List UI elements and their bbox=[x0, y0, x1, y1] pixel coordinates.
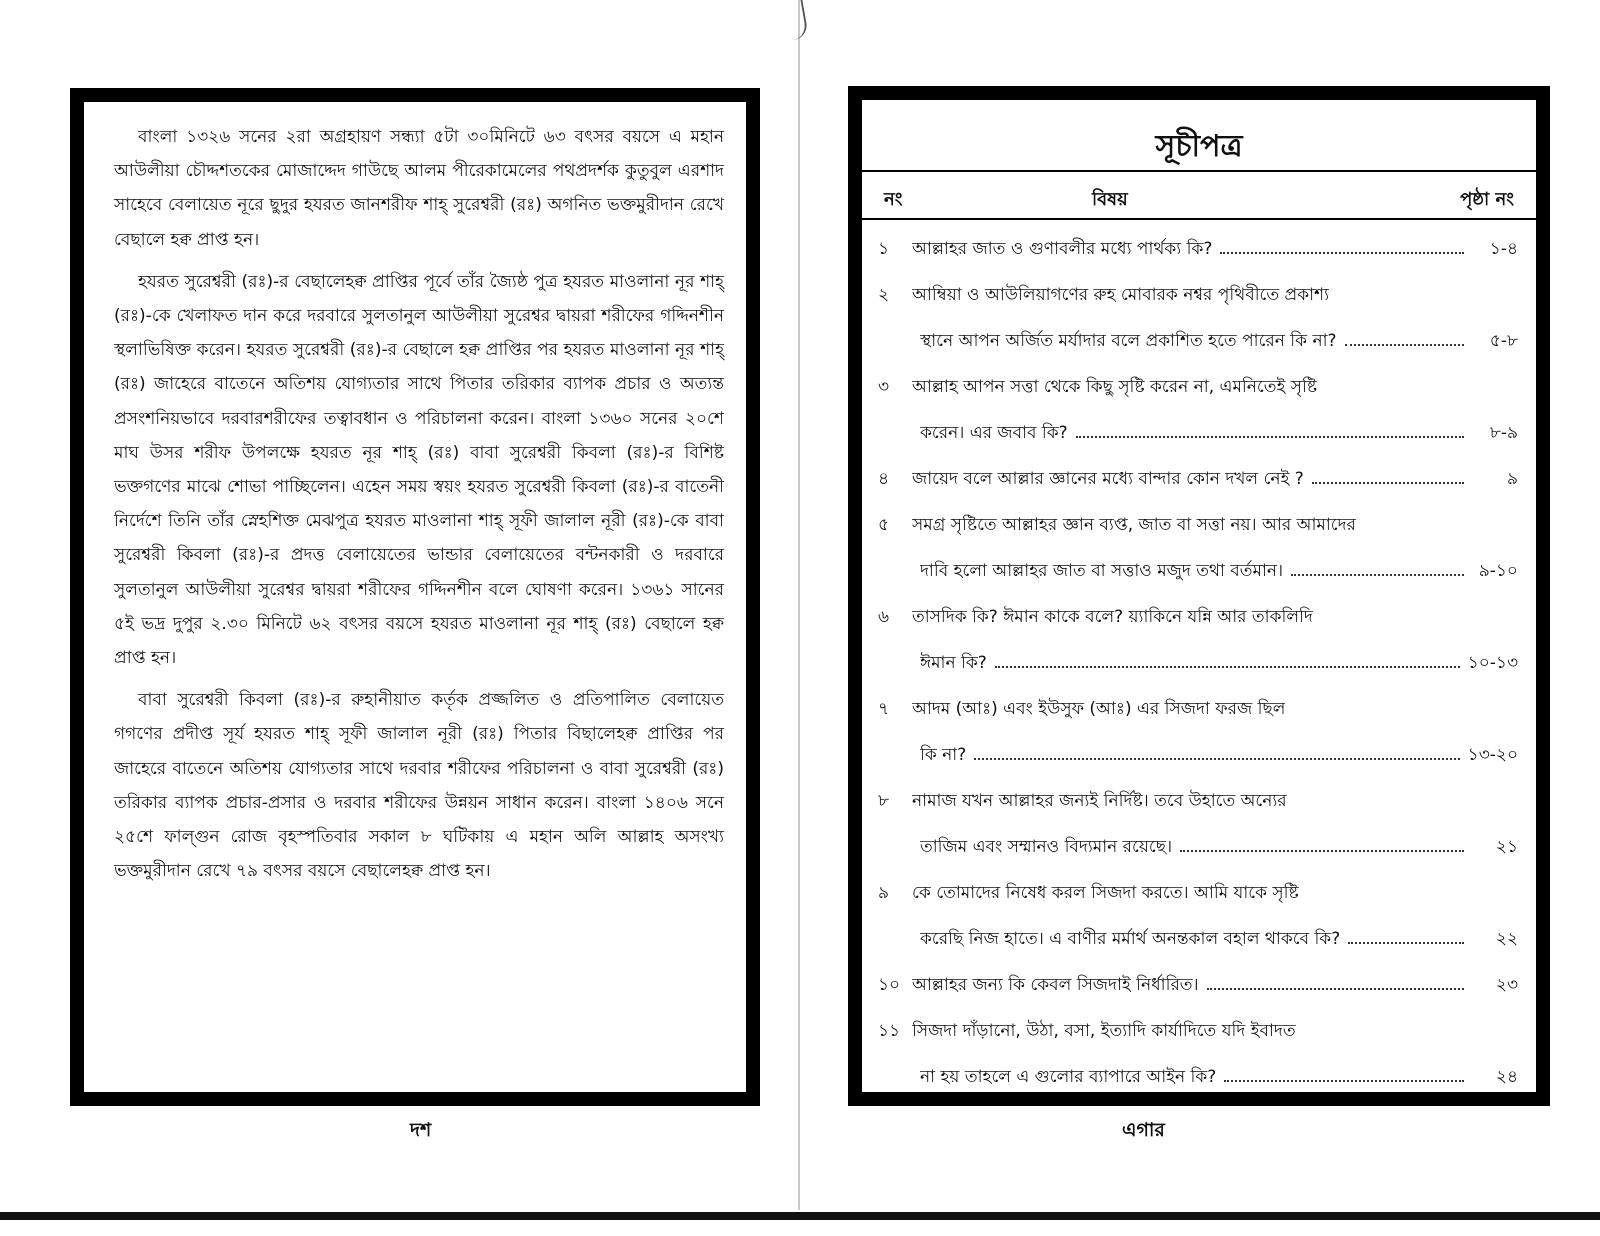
toc-title: সূচীপত্র bbox=[1155, 129, 1243, 164]
toc-entry-number: ১১ bbox=[878, 1021, 901, 1041]
toc-entry-text: কে তোমাদের নিষেধ করল সিজদা করতে। আমি যাকে সৃষ্টি bbox=[912, 883, 1299, 903]
toc-entry-number: ১ bbox=[878, 239, 890, 259]
toc-entry-line bbox=[912, 226, 1518, 272]
toc-entry-page: ৯ bbox=[1506, 469, 1518, 489]
toc-entry-page: ১৩-২০ bbox=[1467, 745, 1518, 765]
page-curl bbox=[782, 0, 809, 40]
toc-entry-body bbox=[912, 456, 1518, 502]
toc-entry-line bbox=[912, 640, 1518, 686]
toc-entry-body bbox=[912, 272, 1518, 364]
toc-entry-line bbox=[912, 548, 1518, 594]
toc-entry bbox=[878, 686, 1518, 778]
toc-entry-text: আম্বিয়া ও আউলিয়াগণের রুহ মোবারক নশ্বর পৃথিবীতে প্রকাশ্য bbox=[912, 285, 1330, 305]
dot-leader bbox=[1345, 344, 1464, 346]
toc-entry-number: ৯ bbox=[878, 883, 890, 903]
dot-leader bbox=[1180, 850, 1464, 852]
toc-entry-body bbox=[912, 778, 1518, 870]
toc-entry-number: ৭ bbox=[878, 699, 890, 719]
toc-entry bbox=[878, 962, 1518, 1008]
toc-box bbox=[862, 100, 1536, 1092]
toc-entry-text: স্থানে আপন অর্জিত মর্যাদার বলে প্রকাশিত হতে পারেন কি না? bbox=[920, 331, 1337, 351]
toc-entry-page: ২১ bbox=[1495, 837, 1518, 857]
dot-leader bbox=[1224, 1080, 1464, 1082]
toc-entry-text: জায়েদ বলে আল্লার জ্ঞানের মধ্যে বান্দার কোন দখল নেই ? bbox=[912, 469, 1304, 489]
toc-entry-body bbox=[912, 226, 1518, 272]
toc-entry-line bbox=[912, 1008, 1518, 1054]
toc-entry-page: ২৪ bbox=[1495, 1067, 1518, 1087]
toc-entry-page: ৮-৯ bbox=[1489, 423, 1518, 443]
toc-entry-text: তাসদিক কি? ঈমান কাকে বলে? য়্যাকিনে যন্নি আর তাকলিদি bbox=[912, 607, 1313, 627]
toc-entry-number: ৪ bbox=[878, 469, 890, 489]
dot-leader bbox=[1348, 942, 1464, 944]
toc-entry-line bbox=[912, 272, 1518, 318]
header-no: নং bbox=[884, 189, 903, 210]
left-page-frame bbox=[70, 88, 760, 1106]
toc-entry-page: ১০-১৩ bbox=[1467, 653, 1518, 673]
toc-entry-body bbox=[912, 962, 1518, 1008]
toc-entry-body bbox=[912, 364, 1518, 456]
toc-entry-text: নামাজ যখন আল্লাহর জন্যই নির্দিষ্ট। তবে উহাতে অন্যের bbox=[912, 791, 1287, 811]
toc-entry-text: করেছি নিজ হাতে। এ বাণীর মর্মার্থ অনন্তকাল বহাল থাকবে কি? bbox=[920, 929, 1341, 949]
toc-entry-text: না হয় তাহলে এ গুলোর ব্যাপারে আইন কি? bbox=[920, 1067, 1217, 1087]
paragraph-3: বাবা সুরেশ্বরী কিবলা (রঃ)-র রুহানীয়াত কর্তৃক প্রজ্জলিত ও প্রতিপালিত বেলায়েত গগণের প্রদীপ্ত সূর্য হযরত শাহ্ সূফী জালাল নূরী (রঃ) পিতার বিছালেহক্ব প্রাপ্তির পর জাহেরে বাতেনে অতিশয় যোগ্যতার সাথে দরবার শরীফের পরিচালনা ও বাবা সুরেশ্বরী (রঃ) তরিকার ব্যাপক প্রচার-প্রসার ও দরবার শরীফের উন্নয়ন সাধান করেন। বাংলা ১৪০৬ সনে ২৫শে ফাল্গুন রোজ বৃহস্পতিবার সকাল ৮ ঘটিকায় এ মহান অলি আল্লাহ অসংখ্য ভক্তমুরীদান রেখে ৭৯ বৎসর বয়সে বেছালেহক্ব প্রাপ্ত হন। bbox=[114, 690, 724, 882]
toc-entry-line bbox=[912, 502, 1518, 548]
toc-entry-text: কি না? bbox=[920, 745, 967, 765]
toc-entry-number: ৬ bbox=[878, 607, 890, 627]
toc-entry-text: সমগ্র সৃষ্টিতে আল্লাহর জ্ঞান ব্যপ্ত, জাত বা সত্তা নয়। আর আমাদের bbox=[912, 515, 1356, 535]
toc-entry-page: ১-৪ bbox=[1489, 239, 1518, 259]
toc-entry-number: ৫ bbox=[878, 515, 890, 535]
toc-entry-line bbox=[912, 594, 1518, 640]
toc-entry-line bbox=[912, 1054, 1518, 1100]
toc-entry bbox=[878, 226, 1518, 272]
toc-entry-body bbox=[912, 870, 1518, 962]
toc-entry bbox=[878, 272, 1518, 364]
toc-entry-number: ৩ bbox=[878, 377, 890, 397]
toc-entry-text: আল্লাহর জন্য কি কেবল সিজদাই নির্ধারিত। bbox=[912, 975, 1199, 995]
toc-entry-text: আল্লাহ আপন সত্তা থেকে কিছু সৃষ্টি করেন না, এমনিতেই সৃষ্টি bbox=[912, 377, 1318, 397]
toc-entry bbox=[878, 594, 1518, 686]
toc-entry-text: সিজদা দাঁড়ানো, উঠা, বসা, ইত্যাদি কার্যাদিতে যদি ইবাদত bbox=[912, 1021, 1296, 1041]
dot-leader bbox=[1207, 988, 1464, 990]
left-page-text-area bbox=[84, 102, 746, 1092]
toc-entry-line bbox=[912, 686, 1518, 732]
toc-entry-page: ২২ bbox=[1495, 929, 1518, 949]
toc-entry-number: ১০ bbox=[878, 975, 901, 995]
toc-entry-text: দাবি হলো আল্লাহর জাত বা সত্তাও মজুদ তথা বর্তমান। bbox=[920, 561, 1284, 581]
toc-entry-line bbox=[912, 824, 1518, 870]
toc-entry-body bbox=[912, 686, 1518, 778]
toc-entry bbox=[878, 1008, 1518, 1100]
toc-entry-page: ৫-৮ bbox=[1489, 331, 1518, 351]
dot-leader bbox=[1220, 252, 1464, 254]
toc-entry bbox=[878, 778, 1518, 870]
toc-entry-line bbox=[912, 318, 1518, 364]
left-page-number: দশ bbox=[410, 1119, 432, 1141]
toc-entry-page: ৯-১০ bbox=[1478, 561, 1518, 581]
toc-entry-text: ঈমান কি? bbox=[920, 653, 987, 673]
toc-entry bbox=[878, 502, 1518, 594]
toc-entry bbox=[878, 456, 1518, 502]
toc-header-row bbox=[862, 170, 1536, 220]
paragraph-1: বাংলা ১৩২৬ সনের ২রা অগ্রহায়ণ সন্ধ্যা ৫টা ৩০মিনিটে ৬৩ বৎসর বয়সে এ মহান আউলীয়া চৌদ্দশতকের মোজাদ্দেদ গাউছে আলম পীরেকামেলের পথপ্রদর্শক কুতুবুল এরশাদ সাহেবে বেলায়েত নূরে ছুদুর হযরত জানশরীফ শাহ্ সুরেশ্বরী (রঃ) অগনিত ভক্তমুরীদান রেখে বেছালে হক্ব প্রাপ্ত হন। bbox=[114, 127, 724, 250]
toc-entry-number: ২ bbox=[878, 285, 890, 305]
toc-entry-text: আল্লাহর জাত ও গুণাবলীর মধ্যে পার্থক্য কি? bbox=[912, 239, 1213, 259]
toc-entry-body bbox=[912, 594, 1518, 686]
header-subject: বিষয় bbox=[1092, 189, 1128, 210]
toc-entry-text: তাজিম এবং সম্মানও বিদ্যমান রয়েছে। bbox=[920, 837, 1173, 857]
toc-entry-number: ৮ bbox=[878, 791, 890, 811]
toc-entry-text: করেন। এর জবাব কি? bbox=[920, 423, 1068, 443]
toc-entry-text: আদম (আঃ) এবং ইউসুফ (আঃ) এর সিজদা ফরজ ছিল bbox=[912, 699, 1286, 719]
toc-entry-line bbox=[912, 732, 1518, 778]
toc-entry-line bbox=[912, 364, 1518, 410]
scan-bottom-edge bbox=[0, 1212, 1600, 1220]
dot-leader bbox=[1291, 574, 1464, 576]
right-page-frame bbox=[848, 86, 1550, 1106]
toc-entry-body bbox=[912, 1008, 1518, 1100]
toc-entry-line bbox=[912, 916, 1518, 962]
header-page: পৃষ্ঠা নং bbox=[1460, 189, 1514, 210]
dot-leader bbox=[995, 666, 1460, 668]
toc-entry-line bbox=[912, 410, 1518, 456]
toc-entry-line bbox=[912, 778, 1518, 824]
paragraph-2: হযরত সুরেশ্বরী (রঃ)-র বেছালেহক্ব প্রাপ্তির পূর্বে তাঁর জ্যৈষ্ঠ পুত্র হযরত মাওলানা নূর শাহ্ (রঃ)-কে খেলাফত দান করে দরবারে সুলতানুল আউলীয়া সুরেশ্বর দ্বায়রা শরীফের গদ্দিনশীন স্থলাভিষিক্ত করেন। হযরত সুরেশ্বরী (রঃ)-র বেছালে হক্ব প্রাপ্তির পর হযরত মাওলানা নূর শাহ্ (রঃ) জাহেরে বাতেনে অতিশয় যোগ্যতার সাথে পিতার তরিকার ব্যাপক প্রচার ও অত্যন্ত প্রসংশনিয়ভাবে দরবারশরীফের তত্বাবধান ও পরিচালনা করেন। বাংলা ১৩৬০ সনের ২০শে মাঘ উসর শরীফ উপলক্ষে হযরত নূর শাহ্ (রঃ) বাবা সুরেশ্বরী কিবলা (রঃ)-র বিশিষ্ট ভক্তগণের মাঝে শোভা পাচ্ছিলেন। এহেন সময় স্বয়ং হযরত সুরেশ্বরী কিবলা (রঃ)-র বাতেনী নির্দেশে তিনি তাঁর স্নেহশিক্ত মেঝপুত্র হযরত মাওলানা শাহ্ সূফী জালাল নূরী (রঃ)-কে বাবা সুরেশ্বরী কিবলা (রঃ)-র প্রদত্ত বেলায়েতের ভান্ডার বেলায়েতের বন্টনকারী ও দরবারে সুলতানুল আউলীয়া সুরেশ্বর দ্বায়রা শরীফের গদ্দিনশীন বলে ঘোষণা করেন। ১৩৬১ সানের ৫ই ভদ্র দুপুর ২.৩০ মিনিটে ৬২ বৎসর বয়সে হযরত মাওলানা নূর শাহ্ (রঃ) বেছালে হক্ব প্রাপ্ত হন। bbox=[114, 271, 724, 669]
toc-entry-body bbox=[912, 502, 1518, 594]
toc-entry-line bbox=[912, 456, 1518, 502]
toc-list bbox=[862, 220, 1536, 1100]
dot-leader bbox=[974, 758, 1459, 760]
right-page-number: এগার bbox=[1122, 1119, 1165, 1141]
toc-entry bbox=[878, 870, 1518, 962]
toc-entry-line bbox=[912, 962, 1518, 1008]
toc-entry-page: ২৩ bbox=[1495, 975, 1518, 995]
toc-entry-line bbox=[912, 870, 1518, 916]
toc-entry bbox=[878, 364, 1518, 456]
dot-leader bbox=[1076, 436, 1464, 438]
book-spine bbox=[798, 0, 800, 1210]
dot-leader bbox=[1312, 482, 1464, 484]
